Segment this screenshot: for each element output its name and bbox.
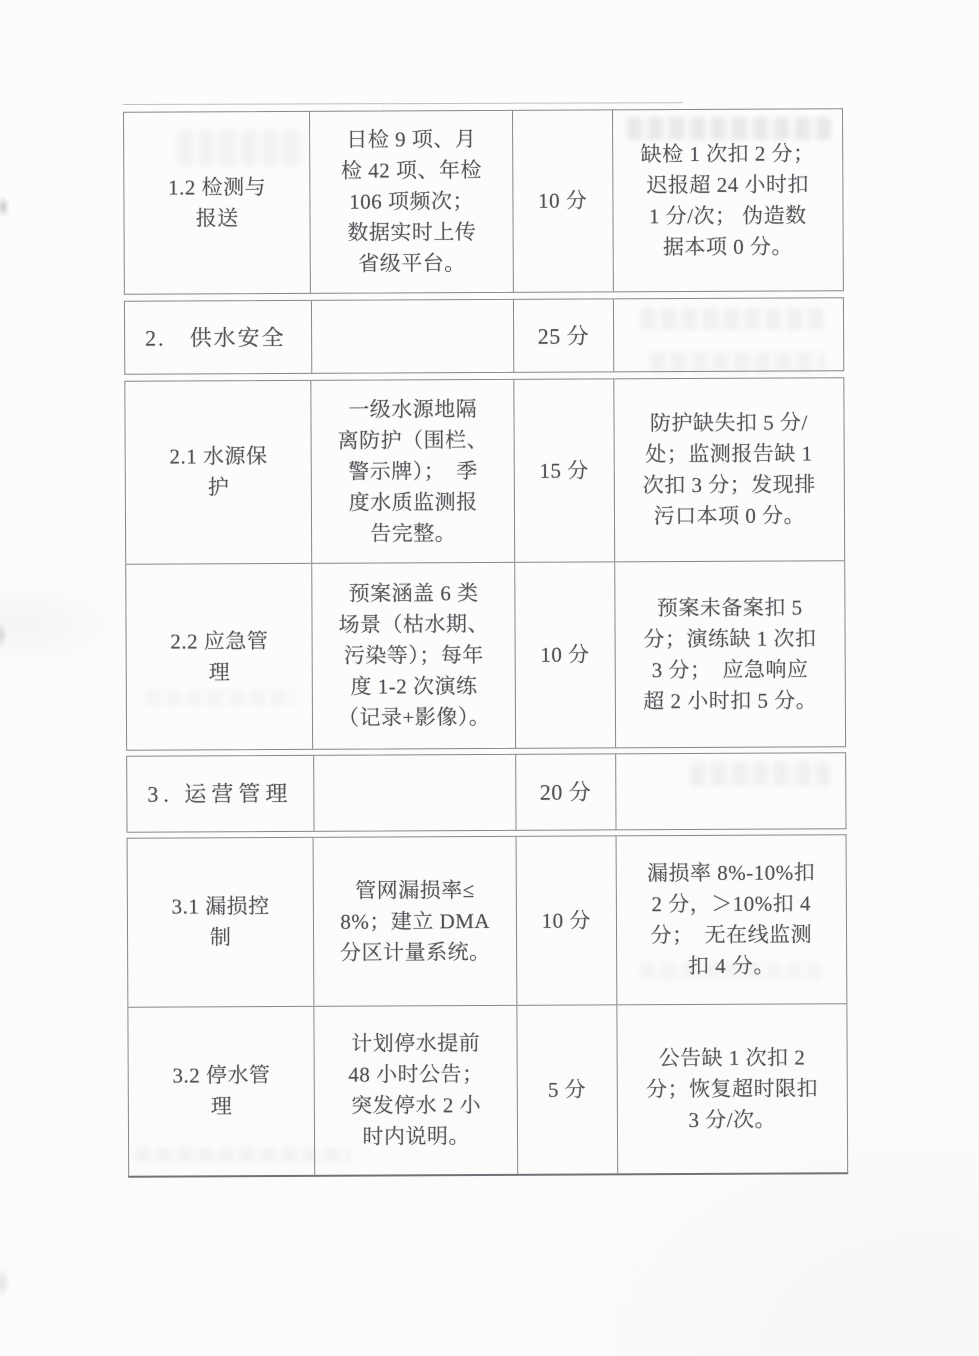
score-cell [515, 562, 616, 747]
criteria-cell [313, 563, 516, 749]
scan-artifact [640, 308, 825, 330]
scan-line-artifact [123, 102, 683, 105]
criteria-text: 日检 9 项、月 检 42 项、年检 106 项频次； 数据实时上传 省级平台。 [340, 127, 483, 276]
criteria-cell [312, 380, 515, 563]
item-label: 3.1 漏损控 制 [171, 894, 270, 950]
score-cell [513, 110, 614, 291]
scan-artifact [0, 1268, 10, 1298]
item-label: 2.2 应急管 理 [170, 628, 269, 684]
scan-artifact [640, 962, 820, 980]
deduction-cell [615, 561, 845, 747]
table-row [126, 560, 845, 750]
table-section [127, 834, 849, 1178]
deduction-cell [614, 378, 844, 561]
item-cell [125, 381, 312, 564]
item-cell [127, 756, 314, 832]
score-cell [516, 754, 616, 829]
score-value: 10 分 [541, 907, 591, 933]
criteria-cell [311, 300, 514, 373]
criteria-cell [314, 837, 517, 1006]
criteria-text: 管网漏损率≤ 8%；建立 DMA 分区计量系统。 [340, 877, 491, 965]
deduction-text: 漏损率 8%-10%扣 2 分，＞10%扣 4 分； 无在线监测 扣 4 分。 [646, 860, 816, 979]
scan-artifact [145, 690, 295, 706]
category-label: 3. 运营管理 [147, 780, 293, 807]
scan-artifact [627, 117, 831, 140]
scan-artifact [0, 622, 7, 648]
criteria-cell [310, 111, 513, 293]
score-cell [517, 1005, 618, 1173]
item-label: 2.1 水源保 护 [169, 444, 268, 500]
criteria-text: 一级水源地隔 离防护（围栏、 警示牌）； 季 度水质监测报 告完整。 [337, 396, 489, 546]
scan-artifact [650, 352, 825, 372]
score-value: 20 分 [539, 779, 592, 805]
deduction-text: 缺检 1 次扣 2 分； 迟报超 24 小时扣 1 分/次； 伪造数 据本项 0 分。 [640, 140, 815, 259]
table-row [128, 835, 847, 1007]
category-label: 2. 供水安全 [145, 324, 286, 351]
scan-artifact [135, 1148, 350, 1162]
item-label: 3.2 停水管 理 [172, 1063, 271, 1119]
score-cell [514, 299, 614, 371]
scan-artifact [178, 130, 306, 166]
table-row [125, 378, 844, 564]
item-label: 1.2 检测与 报送 [168, 174, 267, 230]
score-value: 10 分 [540, 642, 590, 667]
score-cell [514, 379, 615, 561]
scan-artifact [690, 762, 830, 786]
score-value: 15 分 [539, 457, 589, 483]
item-cell [126, 564, 313, 750]
score-value: 5 分 [547, 1077, 587, 1102]
criteria-text: 计划停水提前 48 小时公告； 突发停水 2 小 时内说明。 [348, 1031, 484, 1149]
criteria-cell [314, 755, 517, 831]
criteria-text: 预案涵盖 6 类 场景（枯水期、 污染等）；每年 度 1-2 次演练 （记录+影像）。 [337, 581, 491, 730]
item-cell [128, 838, 315, 1007]
deduction-cell [617, 1004, 847, 1173]
scan-artifact [0, 196, 10, 218]
item-cell [125, 301, 312, 374]
assessment-table [123, 108, 848, 1178]
deduction-text: 公告缺 1 次扣 2 分；恢复超时限扣 3 分/次。 [646, 1044, 819, 1132]
deduction-text: 预案未备案扣 5 分；演练缺 1 次扣 3 分； 应急响应 超 2 小时扣 5 分。 [643, 594, 818, 713]
score-value: 25 分 [537, 322, 590, 349]
score-cell [516, 836, 617, 1004]
score-value: 10 分 [538, 188, 588, 213]
deduction-text: 防护缺失扣 5 分/ 处；监测报告缺 1 次扣 3 分；发现排 污口本项 0 分。 [642, 410, 816, 529]
